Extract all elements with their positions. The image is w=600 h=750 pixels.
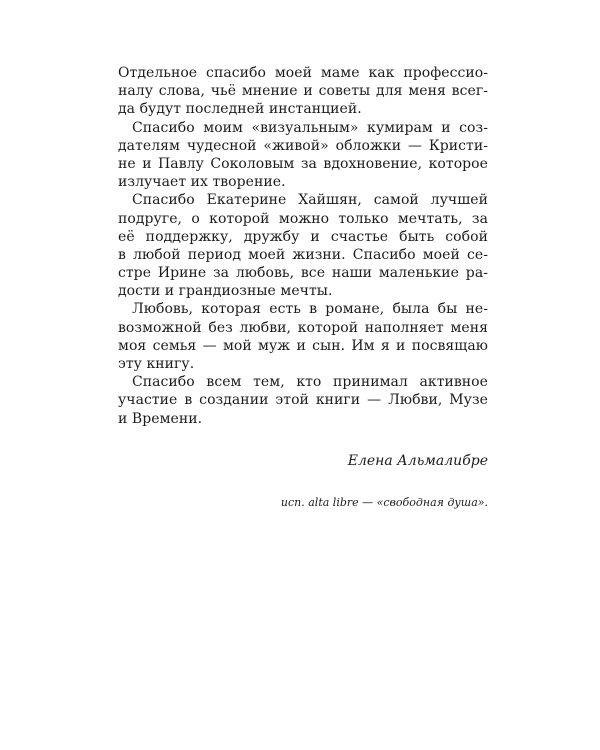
text-line: её поддержку, дружбу и счастье быть собой — [118, 228, 488, 245]
text-line: Любовь, которая есть в романе, была бы не- — [132, 301, 488, 318]
text-line: стре Ирине за любовь, все наши маленькие ра- — [118, 265, 488, 282]
text-line: налу слова, чьё мнение и советы для меня всег- — [118, 83, 488, 100]
text-line: в любой период моей жизни. Спасибо моей се- — [118, 246, 488, 263]
paragraph-family — [118, 300, 488, 373]
text-line: возможной без любви, которой наполняет меня — [118, 319, 488, 336]
text-line: Спасибо моим «визуальным» кумирам и соз- — [132, 119, 488, 136]
paragraph-cover-creators — [118, 119, 488, 192]
text-line: моя семья — мой муж и сын. Им я и посвящаю — [118, 337, 488, 354]
text-line: эту книгу. — [118, 356, 195, 372]
text-line: Отдельное спасибо моей маме как профессио- — [118, 65, 488, 81]
footnote: исп. alta libre — «свободная душа». — [280, 496, 488, 509]
text-line: дателям чудесной «живой» обложки — Кристи- — [118, 137, 488, 154]
paragraph-friend-sister — [118, 191, 488, 300]
text-line: Спасибо всем тем, кто принимал активное — [132, 374, 488, 391]
text-line: да будут последней инстанцией. — [118, 101, 362, 118]
text-line: подруге, о которой можно только мечтать, за — [118, 210, 488, 227]
author-signature: Елена Альмалибре — [347, 453, 488, 469]
acknowledgements-text — [118, 64, 488, 428]
paragraph-everyone — [118, 373, 488, 428]
text-line: дости и грандиозные мечты. — [118, 283, 333, 300]
text-line: участие в создании этой книги — Любви, Музе — [118, 392, 488, 409]
text-line: и Времени. — [118, 410, 203, 427]
text-line: Спасибо Екатерине Хайшян, самой лучшей — [132, 192, 488, 209]
text-line: излучает их творение. — [118, 174, 286, 191]
text-line: не и Павлу Соколовым за вдохновение, которое — [118, 155, 488, 172]
paragraph-mother — [118, 64, 488, 119]
